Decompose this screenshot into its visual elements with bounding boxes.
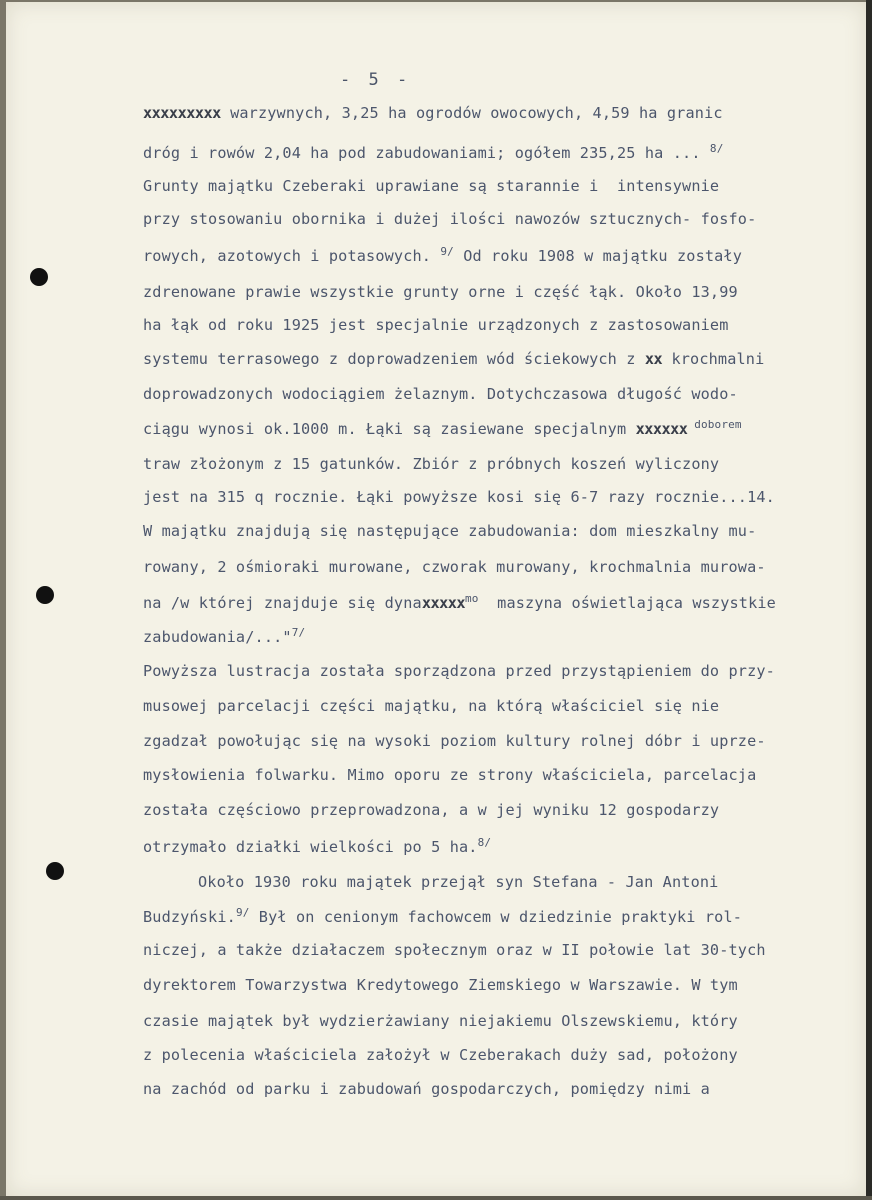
footnote-marker: doborem bbox=[687, 418, 742, 431]
text-line bbox=[143, 385, 738, 403]
text-line bbox=[143, 941, 766, 959]
text-line bbox=[143, 697, 719, 715]
line-text: Był on cenionym fachowcem w dziedzinie praktyki rol- bbox=[249, 908, 743, 926]
line-text: na /w której znajduje się dyna bbox=[143, 594, 422, 612]
text-line bbox=[198, 873, 718, 891]
line-text: musowej parcelacji części majątku, na którą właściciel się nie bbox=[143, 697, 720, 715]
line-text: dyrektorem Towarzystwa Kredytowego Ziemskiego w Warszawie. W tym bbox=[143, 976, 738, 994]
line-text: przy stosowaniu obornika i dużej ilości nawozów sztucznych- fosfo- bbox=[143, 210, 757, 228]
line-text: mysłowienia folwarku. Mimo oporu ze strony właściciela, parcelacja bbox=[143, 766, 757, 784]
line-text: zdrenowane prawie wszystkie grunty orne i część łąk. Około 13,99 bbox=[143, 283, 738, 301]
struck-text: xx bbox=[644, 350, 663, 368]
line-text: Około 1930 roku majątek przejął syn Stefana - Jan Antoni bbox=[198, 873, 719, 891]
line-text: doprowadzonych wodociągiem żelaznym. Dotychczasowa długość wodo- bbox=[143, 385, 738, 403]
line-text: dróg i rowów 2,04 ha pod zabudowaniami; ogółem 235,25 ha ... bbox=[143, 144, 710, 162]
text-line bbox=[143, 836, 491, 856]
text-line bbox=[143, 522, 756, 540]
line-text: została częściowo przeprowadzona, a w jej wyniku 12 gospodarzy bbox=[143, 801, 720, 819]
text-line bbox=[143, 592, 776, 612]
line-text: traw złożonym z 15 gatunków. Zbiór z próbnych koszeń wyliczony bbox=[143, 455, 720, 473]
text-line bbox=[143, 626, 305, 646]
text-line bbox=[143, 732, 766, 750]
footnote-marker: 8/ bbox=[477, 836, 492, 849]
line-text: systemu terrasowego z doprowadzeniem wód ściekowych z bbox=[143, 350, 645, 368]
scan-edge-bottom bbox=[0, 1196, 872, 1200]
line-text: czasie majątek był wydzierżawiany niejakiemu Olszewskiemu, który bbox=[143, 1012, 738, 1030]
text-line bbox=[143, 245, 742, 265]
text-line bbox=[143, 1012, 738, 1030]
text-line bbox=[143, 316, 729, 334]
text-line bbox=[143, 1080, 710, 1098]
text-line bbox=[143, 418, 742, 438]
text-line bbox=[143, 104, 723, 122]
line-text: W majątku znajdują się następujące zabudowania: dom mieszkalny mu- bbox=[143, 522, 757, 540]
text-line bbox=[143, 766, 756, 784]
footnote-marker: 9/ bbox=[440, 245, 454, 258]
text-line bbox=[143, 350, 764, 368]
line-text: rowych, azotowych i potasowych. bbox=[143, 247, 441, 265]
struck-text: xxxxxx bbox=[635, 420, 688, 438]
footnote-marker: 9/ bbox=[235, 906, 250, 919]
footnote-marker: mo bbox=[465, 592, 479, 605]
line-text: Od roku 1908 w majątku zostały bbox=[453, 247, 743, 265]
line-text: na zachód od parku i zabudowań gospodarczych, pomiędzy nimi a bbox=[143, 1080, 710, 1098]
line-text: z polecenia właściciela założył w Czeberakach duży sad, położony bbox=[143, 1046, 738, 1064]
text-line bbox=[143, 177, 719, 195]
line-text: rowany, 2 ośmioraki murowane, czworak murowany, krochmalnia murowa- bbox=[143, 558, 766, 576]
text-line bbox=[143, 801, 719, 819]
line-text: ciągu wynosi ok.1000 m. Łąki są zasiewane specjalnym bbox=[143, 420, 636, 438]
line-text: zabudowania/..." bbox=[143, 628, 292, 646]
scan-edge-right bbox=[866, 0, 872, 1200]
line-text: maszyna oświetlająca wszystkie bbox=[478, 594, 776, 612]
line-text: krochmalni bbox=[662, 350, 765, 368]
line-text: Powyższa lustracja została sporządzona przed przystąpieniem do przy- bbox=[143, 662, 775, 680]
punch-hole-middle bbox=[36, 586, 54, 604]
line-text: warzywnych, 3,25 ha ogrodów owocowych, 4,59 ha granic bbox=[220, 104, 723, 122]
struck-text: xxxxxxxxx bbox=[143, 104, 221, 122]
line-text: ha łąk od roku 1925 jest specjalnie urządzonych z zastosowaniem bbox=[143, 316, 729, 334]
line-text: zgadzał powołując się na wysoki poziom kultury rolnej dóbr i uprze- bbox=[143, 732, 766, 750]
text-line bbox=[143, 558, 766, 576]
line-text: Grunty majątku Czeberaki uprawiane są starannie i intensywnie bbox=[143, 177, 720, 195]
text-line bbox=[143, 455, 719, 473]
line-text: otrzymało działki wielkości po 5 ha. bbox=[143, 838, 478, 856]
footnote-marker: 7/ bbox=[291, 626, 306, 639]
line-text: jest na 315 q rocznie. Łąki powyższe kosi się 6-7 razy rocznie...14. bbox=[143, 488, 775, 506]
text-line bbox=[143, 906, 742, 926]
text-line bbox=[143, 976, 738, 994]
text-line bbox=[143, 142, 723, 162]
text-line bbox=[143, 210, 756, 228]
page-number: - 5 - bbox=[340, 70, 412, 90]
text-line bbox=[143, 662, 775, 680]
line-text: Budzyński. bbox=[143, 908, 236, 926]
text-line bbox=[143, 283, 738, 301]
footnote-marker: 8/ bbox=[709, 142, 724, 155]
text-line bbox=[143, 1046, 738, 1064]
line-text: niczej, a także działaczem społecznym oraz w II połowie lat 30-tych bbox=[143, 941, 766, 959]
struck-text: xxxxx bbox=[421, 594, 466, 612]
punch-hole-top bbox=[30, 268, 48, 286]
punch-hole-bottom bbox=[46, 862, 64, 880]
text-line bbox=[143, 488, 775, 506]
